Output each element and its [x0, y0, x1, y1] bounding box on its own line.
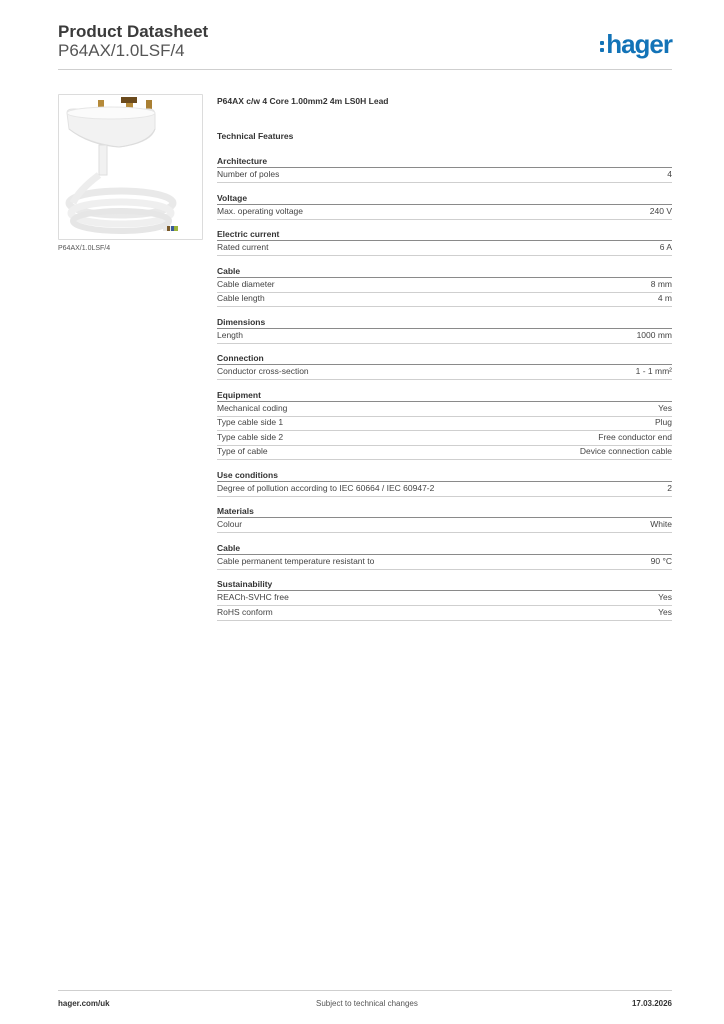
spec-label: Cable diameter: [217, 278, 275, 289]
spec-label: Type cable side 2: [217, 431, 284, 442]
spec-value: 8 mm: [650, 278, 672, 289]
section-title: Architecture: [217, 156, 268, 166]
spec-label: Cable permanent temperature resistant to: [217, 555, 375, 566]
spec-row: [217, 518, 672, 533]
spec-value: 4: [667, 169, 672, 179]
technical-features-heading: Technical Features: [217, 131, 294, 141]
spec-row: [217, 591, 672, 606]
spec-label: Length: [217, 329, 243, 340]
spec-value: 4 m: [657, 293, 672, 303]
section-title: Cable: [217, 265, 241, 276]
spec-row: [217, 416, 672, 431]
page-title: Product Datasheet: [58, 22, 209, 41]
plug-lead-photo-icon: [59, 95, 202, 239]
spec-label: Rated current: [217, 242, 269, 252]
spec-label: RoHS conform: [217, 606, 273, 617]
spec-row: [217, 482, 672, 497]
product-name: P64AX c/w 4 Core 1.00mm2 4m LS0H Lead: [217, 96, 389, 106]
spec-row: [217, 445, 672, 460]
image-caption: P64AX/1.0LSF/4: [58, 245, 111, 252]
section-title: Use conditions: [217, 469, 278, 480]
spec-value: Device connection cable: [579, 446, 672, 456]
section-title: Voltage: [217, 192, 248, 203]
spec-label: Degree of pollution according to IEC 60664 / IEC 60947-2: [217, 482, 435, 493]
spec-label: Mechanical coding: [217, 402, 288, 413]
spec-row: [217, 431, 672, 446]
spec-label: Cable length: [217, 293, 265, 303]
spec-label: Type cable side 1: [217, 417, 284, 427]
section-title: Connection: [217, 353, 264, 363]
spec-value: 90 °C: [650, 555, 672, 566]
hager-logo: [600, 29, 672, 59]
footer-notice: Subject to technical changes: [316, 999, 418, 1008]
spec-row: [217, 555, 672, 570]
spec-label: Colour: [217, 519, 243, 529]
spec-value: 1000 mm: [636, 329, 672, 340]
spec-value: White: [650, 519, 672, 529]
spec-value: Free conductor end: [598, 431, 672, 442]
page-header: [58, 21, 672, 70]
page-footer: [58, 990, 672, 1011]
spec-row: [217, 241, 672, 256]
spec-row: [217, 168, 672, 183]
spec-label: Type of cable: [217, 446, 268, 456]
spec-row: [217, 329, 672, 344]
section-title: Equipment: [217, 389, 261, 400]
spec-value: 240 V: [649, 205, 672, 216]
logo-wordmark: hager: [606, 29, 672, 59]
spec-row: [217, 402, 672, 417]
product-code: P64AX/1.0LSF/4: [58, 41, 185, 60]
spec-label: Max. operating voltage: [217, 205, 303, 216]
spec-row: [217, 278, 672, 293]
section-title: Materials: [217, 506, 254, 516]
spec-value: 2: [667, 482, 672, 493]
spec-value: Yes: [658, 592, 672, 602]
logo-dots-icon: [600, 41, 604, 52]
section-title: Cable: [217, 542, 241, 553]
spec-label: Conductor cross-section: [217, 366, 309, 376]
footer-website: hager.com/uk: [58, 999, 110, 1008]
section-title: Dimensions: [217, 316, 266, 327]
spec-value: Yes: [658, 606, 672, 617]
spec-value: Plug: [654, 417, 672, 427]
spec-row: [217, 606, 672, 621]
spec-row: [217, 292, 672, 307]
section-title: Sustainability: [217, 579, 273, 589]
footer-date: 17.03.2026: [631, 999, 672, 1008]
section-title: Electric current: [217, 229, 280, 239]
spec-row: [217, 365, 672, 380]
spec-value: 6 A: [659, 242, 672, 252]
product-image: [58, 94, 203, 240]
spec-label: Number of poles: [217, 169, 280, 179]
spec-value: Yes: [658, 402, 672, 413]
spec-label: REACh-SVHC free: [217, 592, 289, 602]
spec-value: 1 - 1 mm²: [635, 366, 672, 376]
spec-row: [217, 205, 672, 220]
